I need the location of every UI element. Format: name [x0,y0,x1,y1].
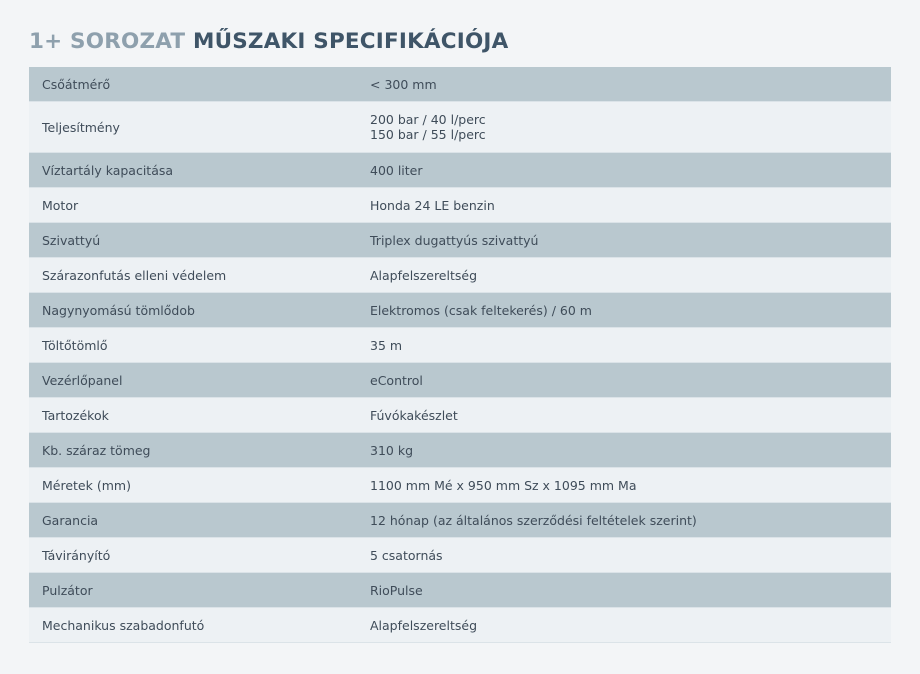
spec-value-line: Elektromos (csak feltekerés) / 60 m [370,302,592,318]
spec-value [357,433,891,468]
spec-value-line: 150 bar / 55 l/perc [370,127,486,142]
spec-label: Motor [29,188,357,223]
spec-value-line: 1100 mm Mé x 950 mm Sz x 1095 mm Ma [370,477,637,493]
table-row [29,188,891,223]
spec-label: Távirányító [29,538,357,573]
spec-label: Vezérlőpanel [29,363,357,398]
spec-value-line: eControl [370,372,423,388]
spec-value [357,503,891,538]
spec-value [357,258,891,293]
table-row [29,223,891,258]
spec-value [357,102,891,153]
spec-table [29,67,891,643]
spec-label: Víztartály kapacitása [29,153,357,188]
spec-sheet [29,27,891,643]
spec-value [357,573,891,608]
table-row [29,538,891,573]
table-row [29,328,891,363]
spec-value-line: 200 bar / 40 l/perc [370,112,486,127]
spec-value-line: Alapfelszereltség [370,267,478,283]
spec-value-line: Alapfelszereltség [370,617,478,633]
table-row [29,433,891,468]
table-row [29,102,891,153]
table-row [29,468,891,503]
spec-value-line: 400 liter [370,162,423,178]
page-title [29,27,891,56]
spec-value [357,468,891,503]
spec-value-line: Honda 24 LE benzin [370,197,495,213]
spec-value [357,398,891,433]
spec-value [357,363,891,398]
spec-value-line: RioPulse [370,582,423,598]
table-row [29,258,891,293]
spec-label: Kb. száraz tömeg [29,433,357,468]
spec-value [357,538,891,573]
spec-value [357,328,891,363]
spec-label: Nagynyomású tömlődob [29,293,357,328]
spec-label: Méretek (mm) [29,468,357,503]
spec-value-line: 12 hónap (az általános szerződési feltételek szerint) [370,512,697,528]
spec-value [357,223,891,258]
table-row [29,153,891,188]
spec-value [357,67,891,102]
spec-value [357,293,891,328]
spec-label: Csőátmérő [29,67,357,102]
table-row [29,398,891,433]
spec-label: Töltőtömlő [29,328,357,363]
spec-label: Garancia [29,503,357,538]
spec-value [357,608,891,643]
table-row [29,293,891,328]
spec-value-line: 5 csatornás [370,547,443,563]
spec-value-line: Fúvókakészlet [370,407,458,423]
spec-value [357,153,891,188]
table-row [29,608,891,643]
table-row [29,363,891,398]
spec-value [357,188,891,223]
table-row [29,503,891,538]
title-spec: MŰSZAKI SPECIFIKÁCIÓJA [192,29,509,54]
title-series: 1+ SOROZAT [29,29,186,54]
spec-value-line: < 300 mm [370,76,437,92]
table-row [29,67,891,102]
spec-label: Pulzátor [29,573,357,608]
table-row [29,573,891,608]
spec-label: Tartozékok [29,398,357,433]
spec-label: Szivattyú [29,223,357,258]
spec-label: Teljesítmény [29,102,357,153]
spec-value-line: 310 kg [370,442,414,458]
spec-label: Mechanikus szabadonfutó [29,608,357,643]
spec-value-line: Triplex dugattyús szivattyú [370,232,539,248]
spec-label: Szárazonfutás elleni védelem [29,258,357,293]
spec-value-line: 35 m [370,337,403,353]
